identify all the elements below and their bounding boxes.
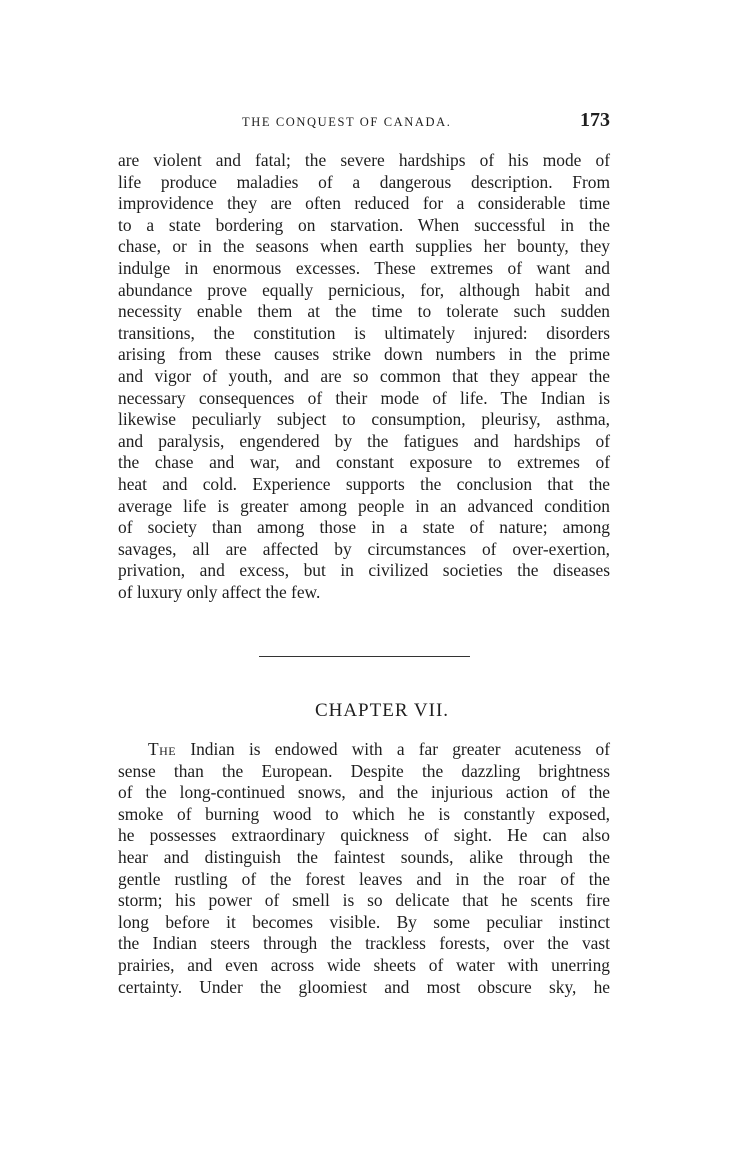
text-line: life produce maladies of a dangerous description. From	[118, 171, 610, 192]
text-line: storm; his power of smell is so delicate that he scents fire	[118, 890, 610, 911]
text-line: to a state bordering on starvation. When successful in the	[118, 214, 610, 235]
text-line: privation, and excess, but in civilized societies the diseases	[118, 560, 610, 581]
text-line: chase, or in the seasons when earth supplies her bounty, they	[118, 236, 610, 257]
text-line: savages, all are affected by circumstances of over-exertion,	[118, 538, 610, 559]
paragraph-continued	[118, 150, 610, 603]
text-line: of luxury only affect the few.	[118, 581, 321, 602]
text-line: the chase and war, and constant exposure to extremes of	[118, 452, 610, 473]
text-line: are violent and fatal; the severe hardships of his mode of	[118, 150, 610, 170]
chapter-heading: CHAPTER VII.	[314, 700, 450, 721]
section-divider	[259, 656, 470, 657]
text-line: arising from these causes strike down numbers in the prime	[118, 344, 610, 365]
text-line: of the long-continued snows, and the injurious action of the	[118, 782, 610, 803]
text-line-first	[118, 739, 610, 761]
running-head	[118, 111, 610, 135]
text-line: transitions, the constitution is ultimately injured: disorders	[118, 322, 610, 343]
text-line: improvidence they are often reduced for a considerable time	[118, 193, 610, 214]
text-line: gentle rustling of the forest leaves and in the roar of the	[118, 868, 610, 889]
text-line: prairies, and even across wide sheets of water with unerring	[118, 954, 610, 975]
text-line: likewise peculiarly subject to consumption, pleurisy, asthma,	[118, 409, 610, 430]
text-line: long before it becomes visible. By some peculiar instinct	[118, 911, 610, 932]
text-line: heat and cold. Experience supports the conclusion that the	[118, 473, 610, 494]
text-line: he possesses extraordinary quickness of sight. He can also	[118, 825, 610, 846]
text-line: certainty. Under the gloomiest and most obscure sky, he	[118, 976, 610, 997]
text-line: and vigor of youth, and are so common that they appear the	[118, 365, 610, 386]
text-line: abundance prove equally pernicious, for, although habit and	[118, 279, 610, 300]
text-line: smoke of burning wood to which he is constantly exposed,	[118, 803, 610, 824]
chapter-paragraph	[118, 739, 610, 998]
first-line-rest: Indian is endowed with a far greater acuteness of	[176, 739, 610, 759]
text-line: necessary consequences of their mode of life. The Indian is	[118, 387, 610, 408]
opening-word: The	[148, 739, 177, 759]
text-line: the Indian steers through the trackless forests, over the vast	[118, 933, 610, 954]
text-line: and paralysis, engendered by the fatigues and hardships of	[118, 430, 610, 451]
text-line: necessity enable them at the time to tolerate such sudden	[118, 301, 610, 322]
text-line: average life is greater among people in an advanced condition	[118, 495, 610, 516]
text-line: sense than the European. Despite the dazzling brightness	[118, 760, 610, 781]
text-line: hear and distinguish the faintest sounds, alike through the	[118, 846, 610, 867]
page-number: 173	[580, 109, 610, 131]
text-line: of society than among those in a state of nature; among	[118, 517, 610, 538]
running-title: THE CONQUEST OF CANADA.	[242, 115, 452, 129]
text-line: indulge in enormous excesses. These extremes of want and	[118, 257, 610, 278]
